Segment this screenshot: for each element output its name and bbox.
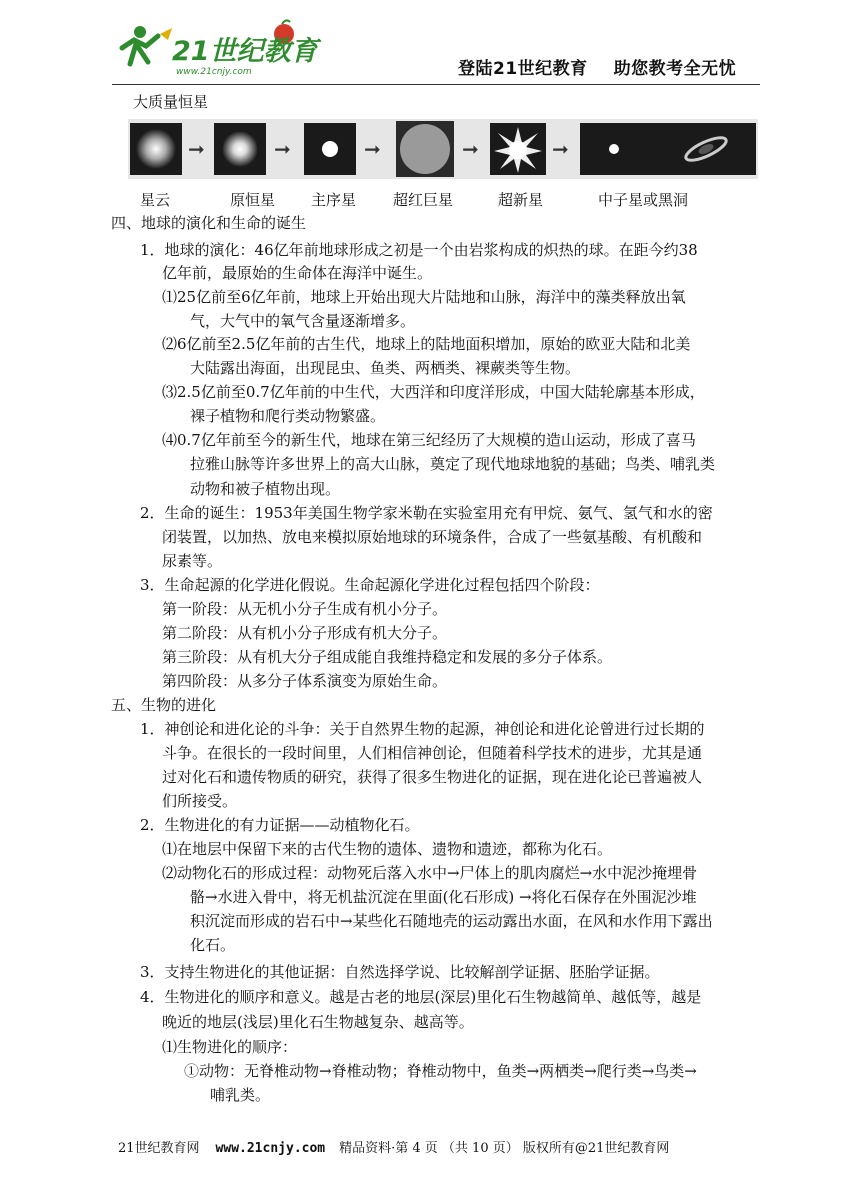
protostar-image: [214, 123, 266, 175]
paragraph-line: 第二阶段：从有机小分子形成有机大分子。: [162, 624, 448, 642]
paragraph-line: 第三阶段：从有机大分子组成能自我维持稳定和发展的多分子体系。: [162, 648, 613, 666]
paragraph-line: 亿年前，最原始的生命体在海洋中诞生。: [162, 264, 433, 282]
arrow-icon: ➞: [364, 137, 381, 161]
slogan-motto: 助您教考全无忧: [613, 59, 737, 79]
star-evolution-strip: [128, 119, 758, 179]
paragraph-line: 2．生命的诞生：1953年美国生物学家米勒在实验室用充有甲烷、氨气、氢气和水的密: [140, 504, 713, 522]
neutron-star-black-hole-image: [580, 123, 756, 175]
page-footer: [118, 1137, 669, 1156]
paragraph-line: 动物和被子植物出现。: [190, 480, 341, 498]
paragraph-line: 2．生物进化的有力证据——动植物化石。: [140, 816, 420, 834]
red-supergiant-image: [396, 121, 454, 177]
footer-page-info: 精品资料·第 4 页 （共 10 页） 版权所有@21世纪教育网: [339, 1141, 670, 1156]
paragraph-line: ⑵6亿前至2.5亿年前的古生代，地球上的陆地面积增加，原始的欧亚大陆和北美: [162, 335, 691, 353]
paragraph-line: 骼→水进入骨中，将无机盐沉淀在里面(化石形成) →将化石保存在外围泥沙堆: [190, 888, 697, 906]
paragraph-line: 积沉淀而形成的岩石中→某些化石随地壳的运动露出水面，在风和水作用下露出: [190, 912, 713, 930]
caption-main-sequence: 主序星: [311, 191, 357, 209]
caption-protostar: 原恒星: [230, 191, 276, 209]
arrow-icon: ➞: [462, 137, 479, 161]
paragraph-line: 裸子植物和爬行类动物繁盛。: [190, 407, 386, 425]
paragraph-line: ⑶2.5亿前至0.7亿年前的中生代，大西洋和印度洋形成，中国大陆轮廓基本形成，: [162, 383, 705, 401]
header-divider: [112, 84, 760, 85]
caption-red-supergiant: 超红巨星: [393, 191, 454, 209]
section-heading: 四、地球的演化和生命的诞生: [111, 214, 307, 232]
main-sequence-star-image: [304, 123, 356, 175]
logo-text: 21世纪教育: [172, 36, 318, 67]
paragraph-line: 大陆露出海面，出现昆虫、鱼类、两栖类、裸蕨类等生物。: [190, 359, 581, 377]
paragraph-line: 尿素等。: [162, 552, 223, 570]
paragraph-line: ⑷0.7亿年前至今的新生代，地球在第三纪经历了大规模的造山运动，形成了喜马: [162, 431, 696, 449]
paragraph-line: 斗争。在很长的一段时间里，人们相信神创论，但随着科学技术的进步，尤其是通: [162, 744, 703, 762]
figure-title: 大质量恒星: [133, 93, 209, 111]
arrow-icon: ➞: [274, 137, 291, 161]
paragraph-line: 拉雅山脉等许多世界上的高大山脉，奠定了现代地球地貌的基础；鸟类、哺乳类: [190, 455, 716, 473]
paragraph-line: 闭装置，以加热、放电来模拟原始地球的环境条件，合成了一些氨基酸、有机酸和: [162, 528, 703, 546]
paragraph-line: 第四阶段：从多分子体系演变为原始生命。: [162, 672, 448, 690]
paragraph-line: 1．地球的演化：46亿年前地球形成之初是一个由岩浆构成的炽热的球。在距今约38: [140, 241, 698, 259]
slogan-login: 登陆21世纪教育: [458, 59, 588, 79]
caption-neutron-star-black-hole: 中子星或黑洞: [598, 191, 689, 209]
footer-url-link[interactable]: www.21cnjy.com: [215, 1141, 326, 1156]
footer-site-name: 21世纪教育网: [118, 1141, 200, 1156]
paragraph-line: ①动物：无脊椎动物→脊椎动物；脊椎动物中，鱼类→两栖类→爬行类→鸟类→: [184, 1062, 697, 1080]
nebula-image: [130, 123, 182, 175]
paragraph-line: 晚近的地层(浅层)里化石生物越复杂、越高等。: [162, 1013, 474, 1031]
paragraph-line: 1．神创论和进化论的斗争：关于自然界生物的起源，神创论和进化论曾进行过长期的: [140, 720, 705, 738]
supernova-image: [490, 123, 546, 175]
paragraph-line: 们所接受。: [162, 792, 238, 810]
paragraph-line: ⑴生物进化的顺序：: [162, 1038, 298, 1056]
paragraph-line: 3．生命起源的化学进化假说。生命起源化学进化过程包括四个阶段：: [140, 576, 600, 594]
section-heading: 五、生物的进化: [111, 696, 217, 714]
header-slogan: [458, 54, 736, 79]
arrow-icon: ➞: [188, 137, 205, 161]
paragraph-line: 4．生物进化的顺序和意义。越是古老的地层(深层)里化石生物越简单、越低等，越是: [140, 988, 702, 1006]
logo-url: www.21cnjy.com: [176, 67, 252, 77]
caption-nebula: 星云: [140, 191, 171, 209]
paragraph-line: 哺乳类。: [210, 1086, 271, 1104]
logo-graphic: [112, 18, 318, 80]
caption-supernova: 超新星: [498, 191, 544, 209]
paragraph-line: 气，大气中的氧气含量逐渐增多。: [190, 312, 416, 330]
paragraph-line: ⑴在地层中保留下来的古代生物的遗体、遗物和遗迹，都称为化石。: [162, 840, 613, 858]
paragraph-line: ⑴25亿前至6亿年前，地球上开始出现大片陆地和山脉，海洋中的藻类释放出氧: [162, 288, 686, 306]
paragraph-line: 第一阶段：从无机小分子生成有机小分子。: [162, 600, 448, 618]
paragraph-line: ⑵动物化石的形成过程：动物死后落入水中→尸体上的肌肉腐烂→水中泥沙掩埋骨: [162, 864, 698, 882]
site-logo[interactable]: [112, 18, 318, 80]
paragraph-line: 化石。: [190, 936, 236, 954]
arrow-icon: ➞: [552, 137, 569, 161]
paragraph-line: 3．支持生物进化的其他证据：自然选择学说、比较解剖学证据、胚胎学证据。: [140, 963, 660, 981]
paragraph-line: 过对化石和遗传物质的研究，获得了很多生物进化的证据，现在进化论已普遍被人: [162, 768, 703, 786]
